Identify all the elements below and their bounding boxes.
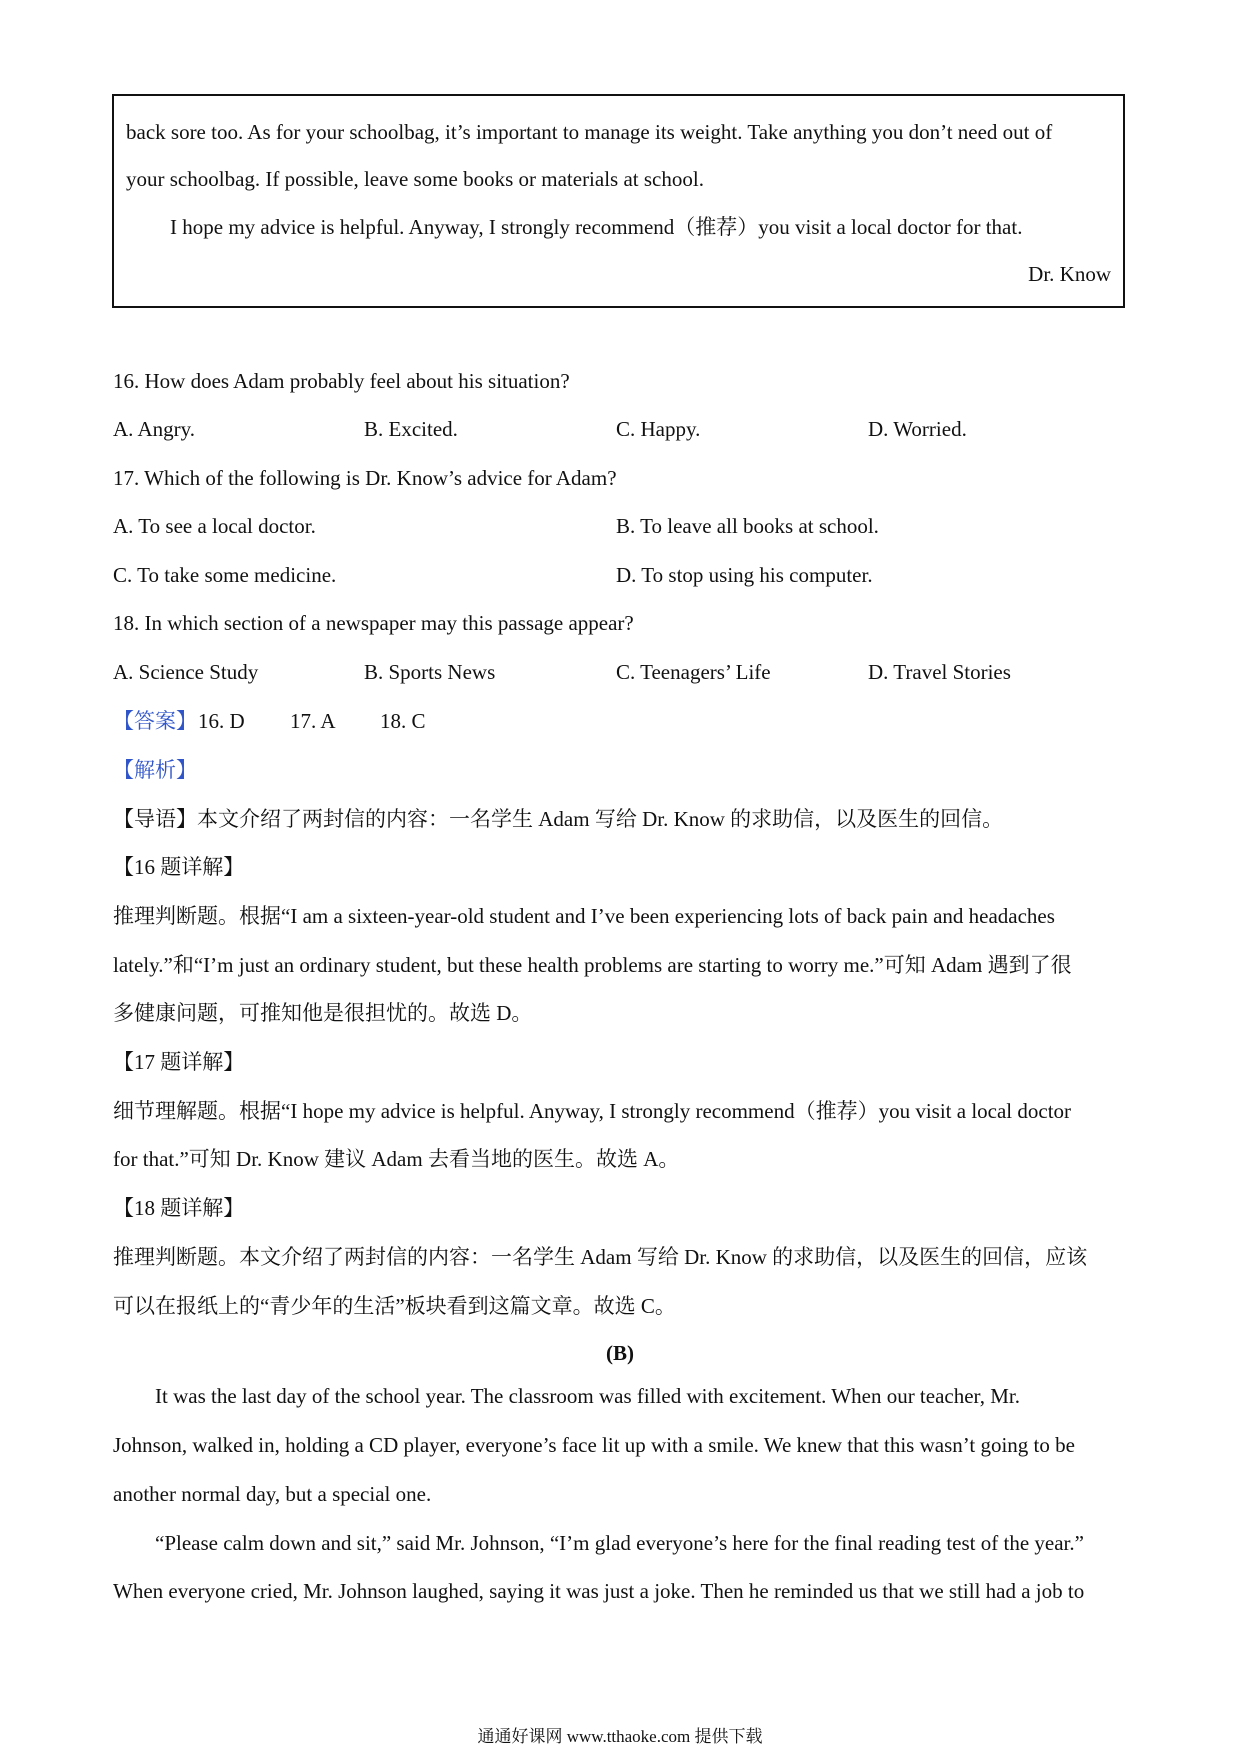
section-b-title: (B) (606, 1341, 634, 1365)
question-18-stem: 18. In which section of a newspaper may this passage appear? (113, 611, 634, 635)
q17-option-d: D. To stop using his computer. (616, 563, 873, 587)
detail-18-line-1: 推理判断题。本文介绍了两封信的内容：一名学生 Adam 写给 Dr. Know 的求助信，以及医生的回信，应该 (113, 1245, 1088, 1269)
q18-option-a: A. Science Study (113, 660, 259, 684)
letter-signature: Dr. Know (1028, 262, 1111, 286)
footer-watermark: 通通好课网 www.tthaoke.com 提供下载 (477, 1727, 763, 1746)
q17-option-b: B. To leave all books at school. (616, 514, 879, 538)
answer-18: 18. C (380, 709, 426, 733)
detail-17-heading: 【17 题详解】 (113, 1050, 245, 1074)
section-b-p1-line-1: It was the last day of the school year. The classroom was filled with excitement. When our teacher, Mr. (155, 1384, 1020, 1408)
question-16-stem: 16. How does Adam probably feel about his situation? (113, 369, 570, 393)
analysis-label: 【解析】 (113, 758, 197, 782)
answer-label: 【答案】 (113, 709, 197, 733)
detail-17-line-2: for that.”可知 Dr. Know 建议 Adam 去看当地的医生。故选 A。 (113, 1147, 680, 1171)
detail-18-heading: 【18 题详解】 (113, 1196, 245, 1220)
letter-box (112, 94, 1125, 308)
detail-16-line-1: 推理判断题。根据“I am a sixteen-year-old student and I’ve been experiencing lots of back pain and headaches (113, 904, 1055, 928)
detail-16-heading: 【16 题详解】 (113, 855, 245, 879)
detail-16-line-2: lately.”和“I’m just an ordinary student, but these health problems are starting to worry me.”可知 Adam 遇到了很 (113, 953, 1072, 977)
q17-option-a: A. To see a local doctor. (113, 514, 316, 538)
answer-16: 16. D (198, 709, 245, 733)
section-b-p1-line-2: Johnson, walked in, holding a CD player, everyone’s face lit up with a smile. We knew that this wasn’t going to be (113, 1433, 1075, 1457)
section-b-p1-line-3: another normal day, but a special one. (113, 1482, 432, 1506)
detail-17-line-1: 细节理解题。根据“I hope my advice is helpful. Anyway, I strongly recommend（推荐）you visit a local doctor (113, 1099, 1072, 1123)
q18-option-b: B. Sports News (364, 660, 496, 684)
letter-line-1: back sore too. As for your schoolbag, it’s important to manage its weight. Take anything you don’t need out of (126, 120, 1053, 144)
q16-option-b: B. Excited. (364, 417, 458, 441)
letter-line-2: your schoolbag. If possible, leave some books or materials at school. (126, 167, 704, 191)
intro-text: 【导语】本文介绍了两封信的内容：一名学生 Adam 写给 Dr. Know 的求助信，以及医生的回信。 (113, 807, 1004, 831)
question-17-stem: 17. Which of the following is Dr. Know’s advice for Adam? (113, 466, 617, 490)
letter-line-3: I hope my advice is helpful. Anyway, I strongly recommend（推荐）you visit a local doctor for that. (170, 215, 1023, 239)
answer-17: 17. A (290, 709, 336, 733)
detail-16-line-3: 多健康问题，可推知他是很担忧的。故选 D。 (113, 1001, 533, 1025)
q16-option-c: C. Happy. (616, 417, 701, 441)
section-b-p2-line-1: “Please calm down and sit,” said Mr. Johnson, “I’m glad everyone’s here for the final reading test of the year.” (155, 1531, 1084, 1555)
q16-option-d: D. Worried. (868, 417, 967, 441)
q18-option-d: D. Travel Stories (868, 660, 1011, 684)
detail-18-line-2: 可以在报纸上的“青少年的生活”板块看到这篇文章。故选 C。 (113, 1294, 676, 1318)
section-b-p2-line-2: When everyone cried, Mr. Johnson laughed, saying it was just a joke. Then he reminded us that we still had a job to (113, 1579, 1085, 1603)
q16-option-a: A. Angry. (113, 417, 196, 441)
q17-option-c: C. To take some medicine. (113, 563, 337, 587)
q18-option-c: C. Teenagers’ Life (616, 660, 771, 684)
